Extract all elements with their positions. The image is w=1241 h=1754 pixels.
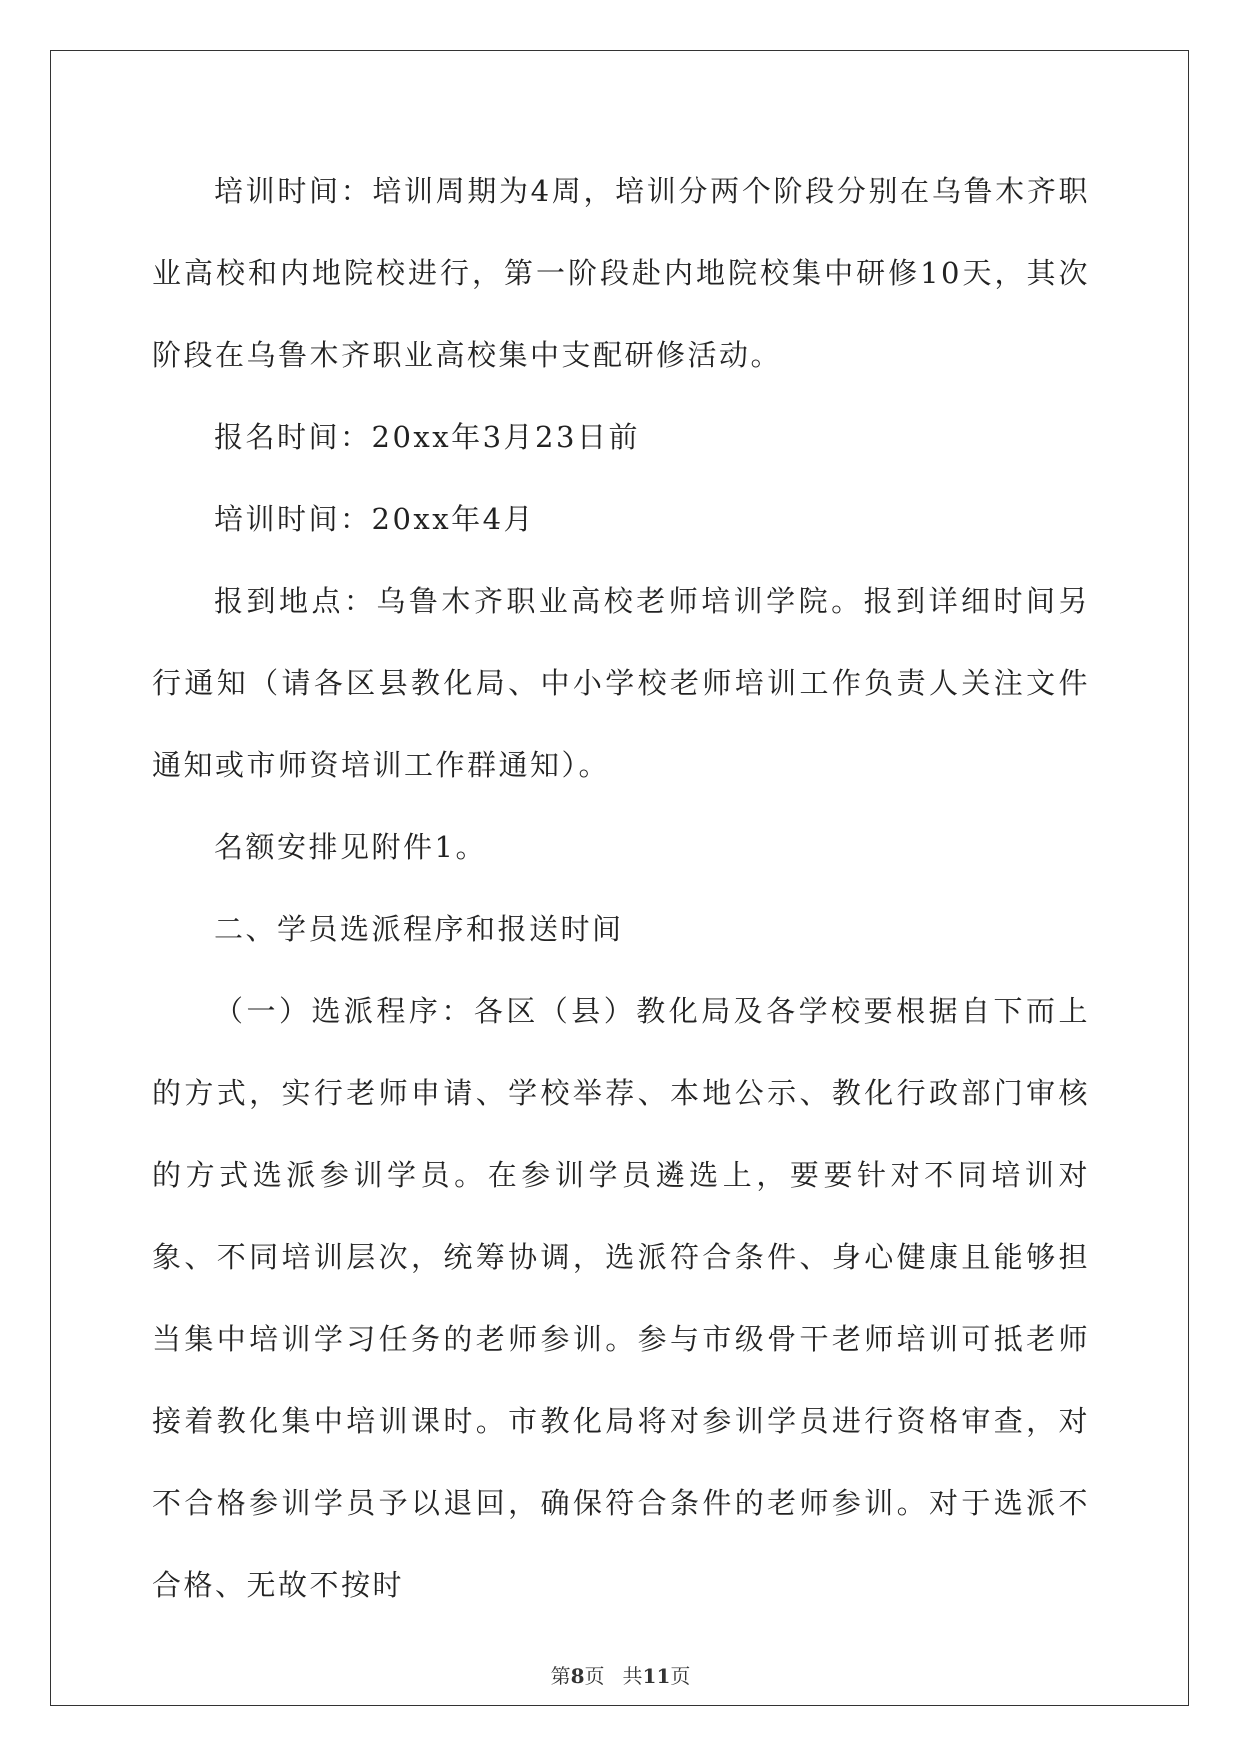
document-body	[152, 150, 1090, 1626]
section-heading-selection: 二、学员选派程序和报送时间	[214, 912, 624, 946]
paragraph-selection-procedure: （一）选派程序：各区（县）教化局及各学校要根据自下而上的方式，实行老师申请、学校举荐、本地公示、教化行政部门审核的方式选派参训学员。在参训学员遴选上，要要针对不同培训对象、不同培训层次，统筹协调，选派符合条件、身心健康且能够担当集中培训学习任务的老师参训。参与市级骨干老师培训可抵老师接着教化集中培训课时。市教化局将对参训学员进行资格审查，对不合格参训学员予以退回，确保符合条件的老师参训。对于选派不合格、无故不按时	[152, 994, 1090, 1602]
paragraph-training-time: 培训时间：20xx年4月	[214, 502, 536, 536]
paragraph-training-period: 培训时间：培训周期为4周，培训分两个阶段分别在乌鲁木齐职业高校和内地院校进行，第一阶段赴内地院校集中研修10天，其次阶段在乌鲁木齐职业高校集中支配研修活动。	[152, 174, 1090, 372]
footer-total-suffix: 页	[670, 1664, 691, 1688]
footer-total-prefix: 共	[622, 1664, 643, 1688]
footer-page-prefix: 第	[550, 1664, 571, 1688]
footer-page-number: 8	[570, 1664, 585, 1688]
footer-total-number: 11	[642, 1664, 671, 1688]
paragraph-report-location: 报到地点：乌鲁木齐职业高校老师培训学院。报到详细时间另行通知（请各区县教化局、中小学校老师培训工作负责人关注文件通知或市师资培训工作群通知）。	[152, 584, 1090, 782]
paragraph-quota: 名额安排见附件1。	[214, 830, 487, 864]
footer-page-suffix: 页	[584, 1664, 605, 1688]
paragraph-registration-time: 报名时间：20xx年3月23日前	[214, 420, 640, 454]
page-footer	[0, 1660, 1241, 1689]
